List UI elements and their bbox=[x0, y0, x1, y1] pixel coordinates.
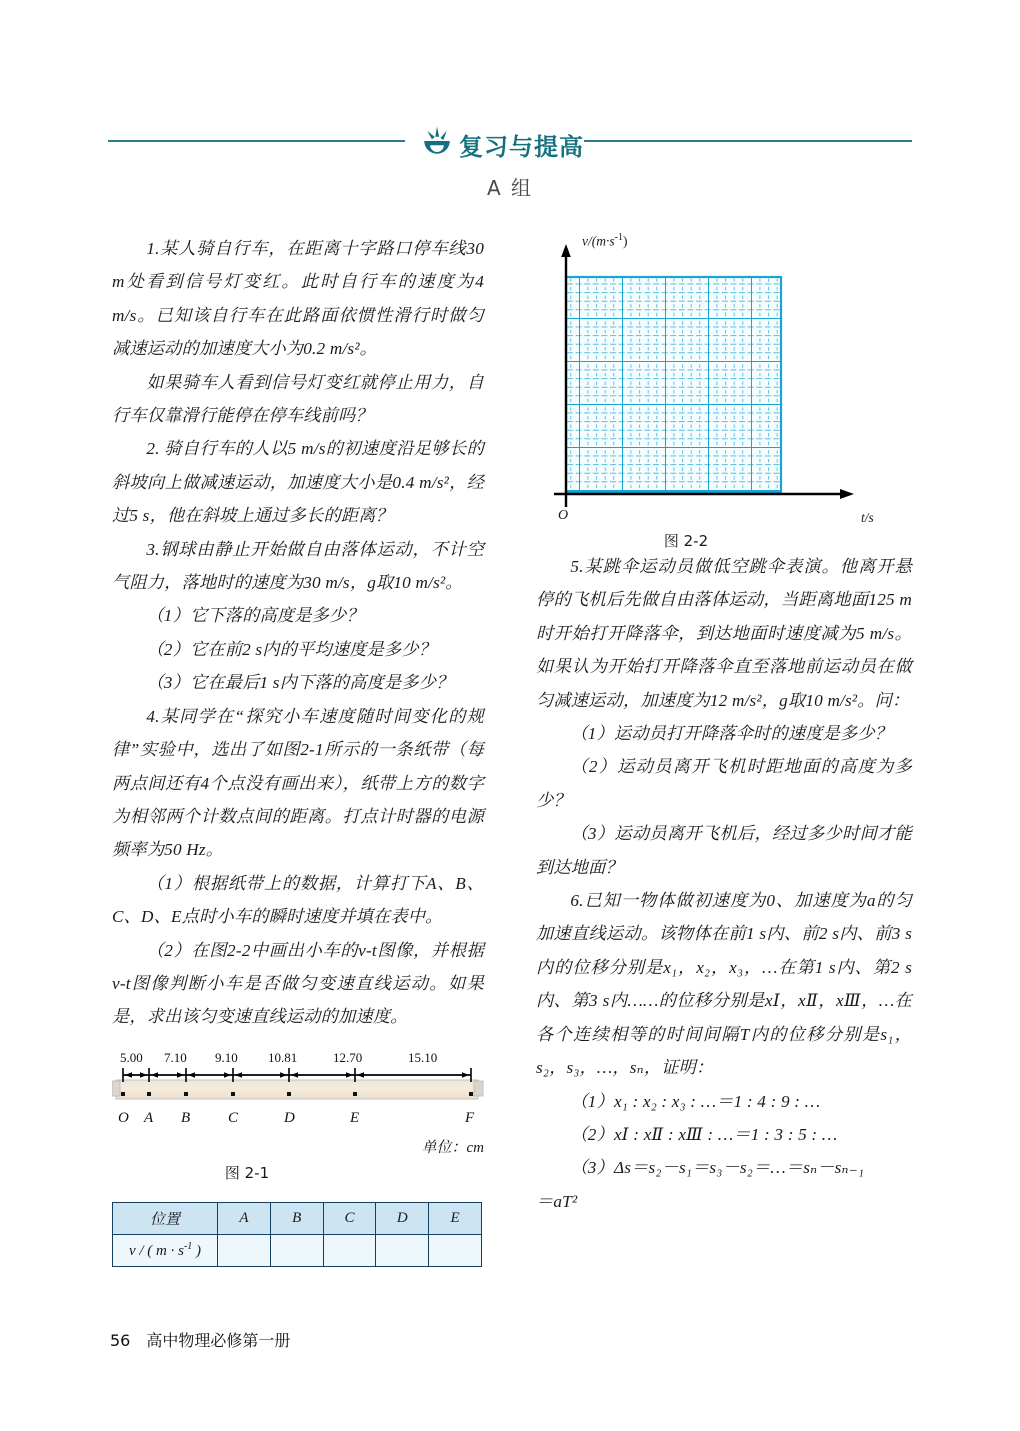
vt-grid-plot bbox=[536, 232, 866, 532]
velocity-data-table bbox=[112, 1202, 482, 1267]
question-6-item-1: （1）x₁ : x₂ : x₃ : …＝1 : 4 : 9 : … bbox=[570, 1091, 821, 1111]
y-axis-label-text: v/(m·s bbox=[582, 233, 615, 249]
figure-2-1-caption: 图 2-1 bbox=[224, 1163, 270, 1182]
tape-segment-value: 12.70 bbox=[333, 1049, 363, 1065]
sunburst-bowl-icon bbox=[420, 124, 454, 158]
tape-point-label: B bbox=[181, 1109, 191, 1126]
page-footer bbox=[110, 1328, 290, 1351]
question-3-paragraph: 3.钢球由静止开始做自由落体运动，不计空气阻力，落地时的速度为30 m/s，g取10 m/s²。 bbox=[112, 539, 484, 593]
tape-segment-value: 10.81 bbox=[268, 1049, 298, 1065]
tape-point-label: E bbox=[350, 1109, 360, 1126]
table-header-a: A bbox=[218, 1202, 271, 1234]
table-header-c: C bbox=[323, 1202, 376, 1234]
table-header-d: D bbox=[376, 1202, 429, 1234]
question-3-item-1: （1）它下落的高度是多少？ bbox=[146, 606, 364, 626]
table-row-label-velocity bbox=[113, 1234, 218, 1266]
question-5-item-2: （2）运动员离开飞机时距地面的高度为多少？ bbox=[536, 757, 912, 810]
tape-point-label: F bbox=[465, 1109, 475, 1126]
question-5-paragraph: 5.某跳伞运动员做低空跳伞表演。他离开悬停的飞机后先做自由落体运动，当距离地面125 m时开始打开降落伞，到达地面时速度减为5 m/s。如果认为开始打开降落伞直至落地前运动员在做匀减速运动，加速度为12 m/s²，g取10 m/s²。问： bbox=[536, 557, 912, 710]
left-text-column bbox=[112, 232, 484, 1267]
footer-page-number: 56 bbox=[110, 1331, 131, 1350]
table-header-b: B bbox=[270, 1202, 323, 1234]
page-title: 复习与提高 bbox=[459, 133, 584, 161]
right-text-column bbox=[536, 232, 912, 1218]
table-cell-e[interactable] bbox=[429, 1234, 482, 1266]
y-axis-label-sup: -1 bbox=[614, 232, 623, 243]
question-6-item-3-continued: ＝aT² bbox=[536, 1191, 578, 1211]
graph-x-axis-label: t/s bbox=[861, 510, 874, 525]
question-1-paragraph-1: 1.某人骑自行车，在距离十字路口停车线30 m处看到信号灯变红。此时自行车的速度为4 m/s。已知该自行车在此路面依惯性滑行时做匀减速运动的加速度大小为0.2 m/s²。 bbox=[112, 239, 484, 359]
row-label-suffix: ) bbox=[192, 1242, 202, 1259]
page-header bbox=[0, 118, 1020, 162]
table-cell-b[interactable] bbox=[270, 1234, 323, 1266]
question-5-item-3: （3）运动员离开飞机后，经过多少时间才能到达地面？ bbox=[536, 824, 912, 877]
graph-origin-label: O bbox=[558, 508, 569, 523]
tape-point-label: O bbox=[118, 1109, 129, 1126]
question-6-item-2: （2）xⅠ : xⅡ : xⅢ : …＝1 : 3 : 5 : … bbox=[570, 1124, 838, 1144]
question-4-paragraph: 4.某同学在“探究小车速度随时间变化的规律”实验中，选出了如图2-1所示的一条纸带（每两点间还有4个点没有画出来），纸带上方的数字为相邻两个计数点间的距离。打点计时器的电源频率为50 Hz。 bbox=[112, 706, 484, 860]
question-6-item-3: （3）Δs＝s₂－s₁＝s₃－s₂＝…＝sₙ－sₙ₋₁ bbox=[570, 1158, 865, 1178]
header-rule-right bbox=[584, 140, 912, 142]
tape-segment-value: 5.00 bbox=[120, 1049, 143, 1065]
tape-unit-label: 单位：cm bbox=[421, 1139, 484, 1156]
footer-book-title: 高中物理必修第一册 bbox=[146, 1331, 291, 1350]
tape-point-label: D bbox=[284, 1109, 295, 1126]
tape-segment-value: 9.10 bbox=[215, 1049, 238, 1065]
row-label-sup: -1 bbox=[183, 1240, 193, 1252]
table-header-e: E bbox=[429, 1202, 482, 1234]
figure-2-2-caption: 图 2-2 bbox=[663, 532, 709, 550]
question-4-item-1: （1）根据纸带上的数据，计算打下A、B、C、D、E点时小车的瞬时速度并填在表中。 bbox=[112, 873, 484, 927]
question-1-paragraph-2: 如果骑车人看到信号灯变红就停止用力，自行车仅靠滑行能停在停车线前吗？ bbox=[112, 372, 484, 426]
tape-segment-value: 15.10 bbox=[408, 1049, 438, 1065]
question-2-paragraph: 2. 骑自行车的人以5 m/s的初速度沿足够长的斜坡向上做减速运动，加速度大小是0.4 m/s²，经过5 s，他在斜坡上通过多长的距离？ bbox=[112, 439, 484, 526]
row-label-prefix: v / ( m · s bbox=[128, 1242, 184, 1259]
question-5-item-1: （1）运动员打开降落伞时的速度是多少？ bbox=[570, 724, 893, 744]
question-4-item-2: （2）在图2-2中画出小车的v-t图像，并根据v-t图像判断小车是否做匀变速直线运动。如果是，求出该匀变速直线运动的加速度。 bbox=[112, 940, 484, 1027]
table-row bbox=[113, 1234, 482, 1266]
table-header-row bbox=[113, 1202, 482, 1234]
table-cell-a[interactable] bbox=[218, 1234, 271, 1266]
table-header-position: 位置 bbox=[113, 1202, 218, 1234]
tape-figure-2-1 bbox=[112, 1050, 484, 1190]
tape-segment-value: 7.10 bbox=[164, 1049, 187, 1065]
header-rule-left bbox=[108, 140, 405, 142]
tape-strip-drawing bbox=[112, 1064, 484, 1124]
tape-point-label: C bbox=[228, 1109, 239, 1126]
graph-y-axis-label bbox=[582, 232, 627, 250]
table-cell-c[interactable] bbox=[323, 1234, 376, 1266]
table-cell-d[interactable] bbox=[376, 1234, 429, 1266]
question-3-item-2: （2）它在前2 s内的平均速度是多少？ bbox=[146, 639, 437, 659]
tape-point-label: A bbox=[144, 1109, 154, 1126]
question-3-item-3: （3）它在最后1 s内下落的高度是多少？ bbox=[146, 673, 454, 693]
y-axis-label-tail: ) bbox=[622, 233, 628, 249]
section-group-label: A 组 bbox=[486, 176, 534, 200]
graph-figure-2-2 bbox=[536, 232, 912, 550]
question-6-paragraph: 6.已知一物体做初速度为0、加速度为a的匀加速直线运动。该物体在前1 s内、前2 s内、前3 s内的位移分别是x₁，x₂，x₃，…在第1 s内、第2 s内、第3 s内……的位移分别是xⅠ，xⅡ，xⅢ，…在各个连续相等的时间间隔T内的位移分别是s₁，s₂，s₃，…，sₙ，证明： bbox=[536, 891, 912, 1078]
